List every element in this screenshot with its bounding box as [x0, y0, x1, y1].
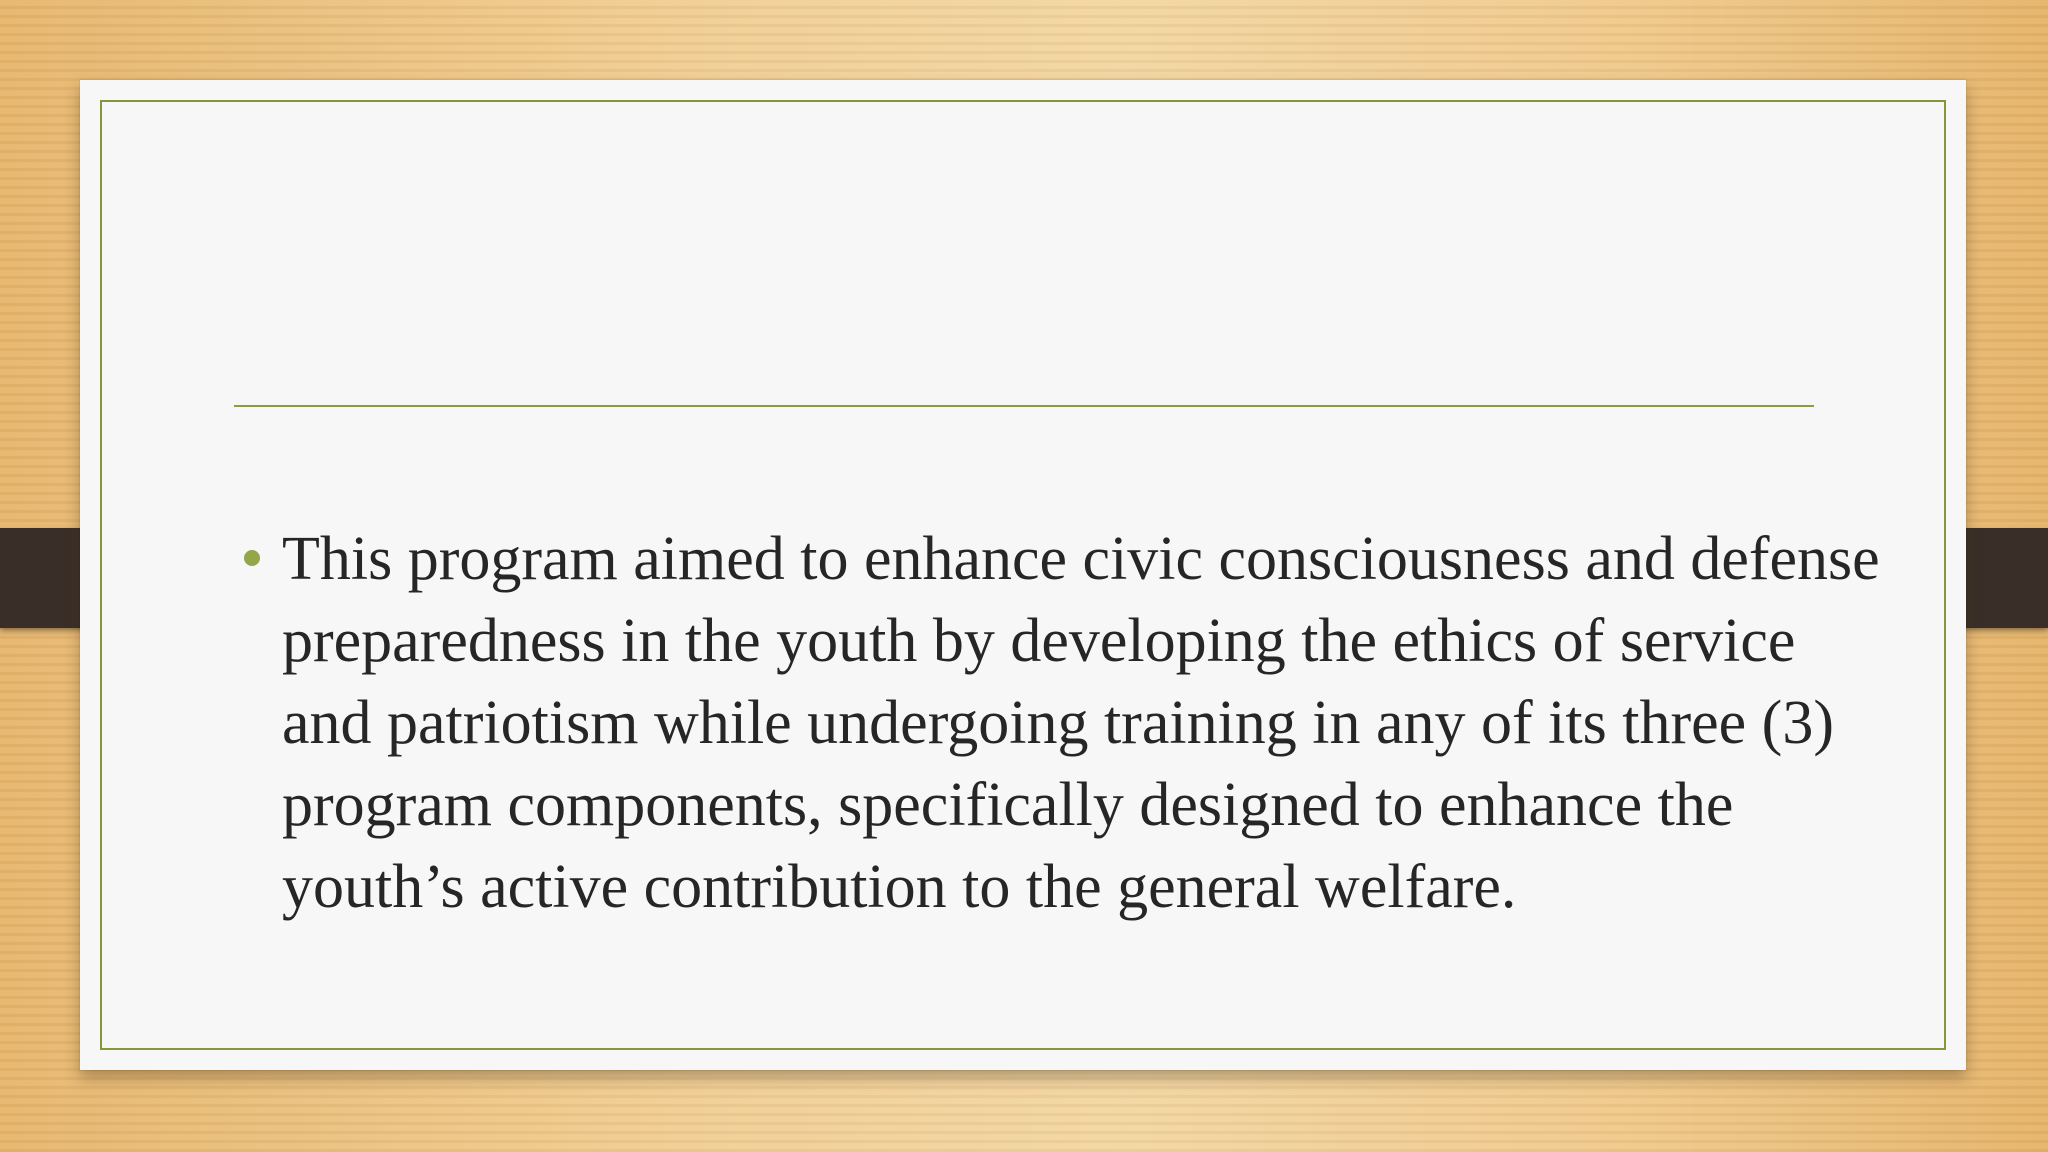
- title-divider: [234, 405, 1814, 407]
- slide-card: [80, 80, 1966, 1070]
- bullet-item: [280, 518, 1900, 928]
- bullet-text: This program aimed to enhance civic consciousness and defense preparedness in the youth by developing the ethics of service and patriotism while undergoing training in any of its three (3) program components, specifically designed to enhance the youth’s active contribution to the general welfare.: [282, 525, 1880, 921]
- bullet-dot-icon: [244, 550, 260, 566]
- bullet-list: [280, 518, 1900, 928]
